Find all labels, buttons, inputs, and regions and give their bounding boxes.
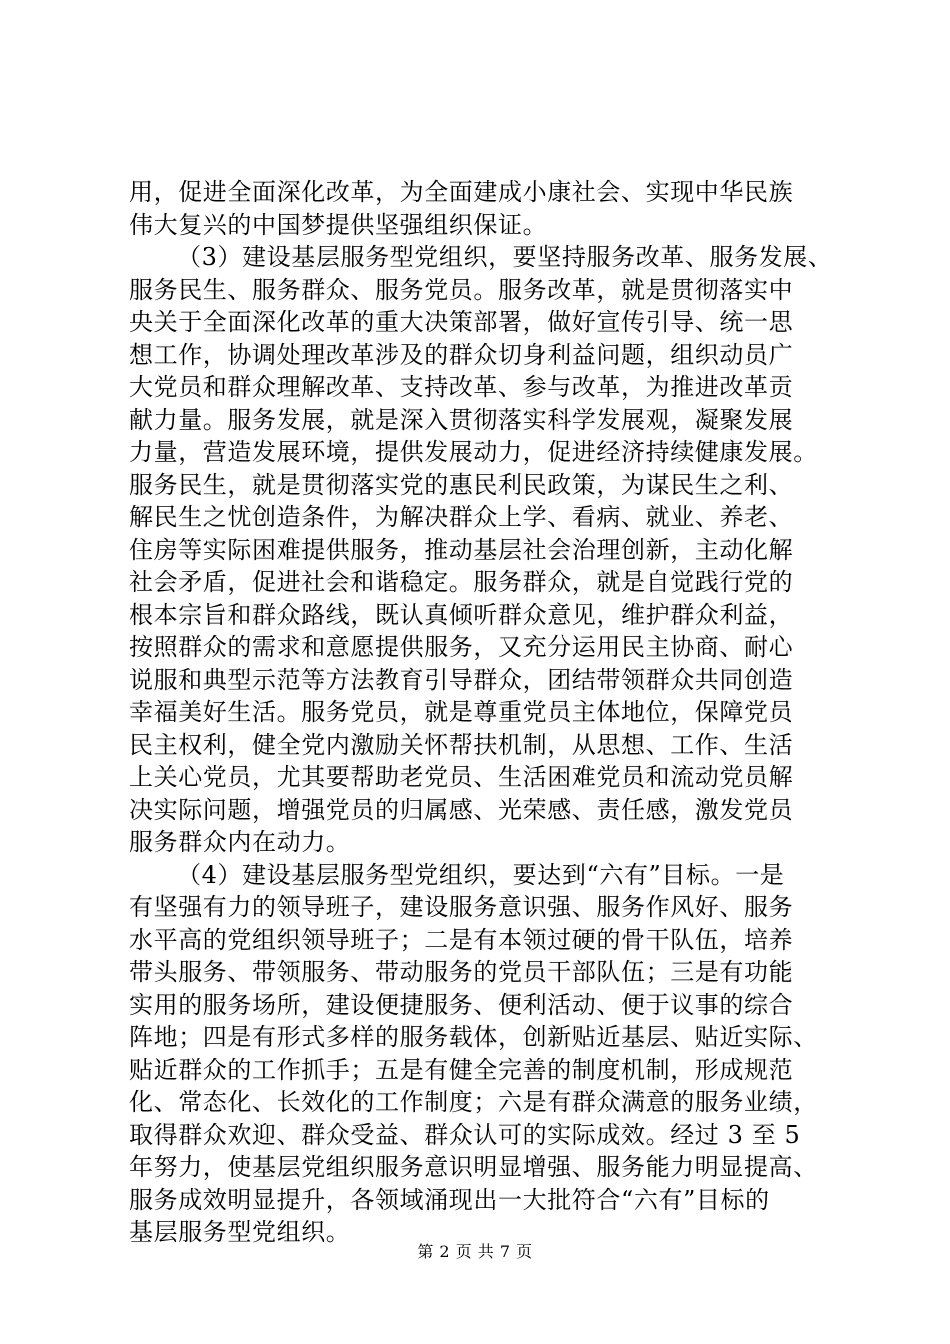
text-line: 力量，营造发展环境，提供发展动力，促进经济持续健康发展。 bbox=[129, 438, 818, 466]
text-line: 上关心党员，尤其要帮助老党员、生活困难党员和流动党员解 bbox=[129, 763, 794, 791]
text-line: 社会矛盾，促进社会和谐稳定。服务群众，就是自觉践行党的 bbox=[129, 568, 794, 596]
text-line: 说服和典型示范等方法教育引导群众，团结带领群众共同创造 bbox=[129, 665, 794, 694]
text-line: 服务民生，就是贯彻落实党的惠民利民政策，为谋民生之利、 bbox=[129, 470, 794, 499]
text-line: 有坚强有力的领导班子，建设服务意识强、服务作风好、服务 bbox=[129, 893, 794, 921]
text-line: 幸福美好生活。服务党员，就是尊重党员主体地位，保障党员 bbox=[129, 698, 794, 726]
text-line: 用，促进全面深化改革，为全面建成小康社会、实现中华民族 bbox=[129, 178, 794, 206]
text-line: 解民生之忧创造条件，为解决群众上学、看病、就业、养老、 bbox=[129, 503, 794, 531]
text-line: 服务民生、服务群众、服务党员。服务改革，就是贯彻落实中 bbox=[129, 275, 794, 304]
text-line: 服务群众内在动力。 bbox=[129, 828, 351, 856]
text-line: 取得群众欢迎、群众受益、群众认可的实际成效。经过 3 至 5 bbox=[129, 1120, 801, 1149]
text-line: 服务成效明显提升，各领域涌现出一大批符合“六有”目标的 bbox=[129, 1185, 770, 1214]
text-line: 带头服务、带领服务、带动服务的党员干部队伍；三是有功能 bbox=[129, 958, 794, 986]
text-line: 阵地；四是有形式多样的服务载体，创新贴近基层、贴近实际、 bbox=[129, 1023, 818, 1051]
text-line: 央关于全面深化改革的重大决策部署，做好宣传引导、统一思 bbox=[129, 308, 794, 336]
text-line: 化、常态化、长效化的工作制度；六是有群众满意的服务业绩， bbox=[129, 1088, 818, 1116]
text-line: 年努力，使基层党组织服务意识明显增强、服务能力明显提高、 bbox=[129, 1153, 818, 1181]
text-line: 贴近群众的工作抓手；五是有健全完善的制度机制，形成规范 bbox=[129, 1055, 794, 1084]
text-line: 想工作，协调处理改革涉及的群众切身利益问题，组织动员广 bbox=[129, 340, 794, 369]
text-line: 水平高的党组织领导班子；二是有本领过硬的骨干队伍，培养 bbox=[129, 925, 794, 954]
text-line: 按照群众的需求和意愿提供服务，又充分运用民主协商、耐心 bbox=[129, 633, 794, 661]
body-text bbox=[129, 176, 844, 1249]
text-line: 实用的服务场所，建设便捷服务、便利活动、便于议事的综合 bbox=[129, 990, 794, 1019]
text-line: 献力量。服务发展，就是深入贯彻落实科学发展观，凝聚发展 bbox=[129, 405, 794, 434]
paragraph-start-line: （3）建设基层服务型党组织，要坚持服务改革、服务发展、 bbox=[177, 243, 833, 271]
text-line: 住房等实际困难提供服务，推动基层社会治理创新，主动化解 bbox=[129, 535, 794, 564]
text-line: 决实际问题，增强党员的归属感、光荣感、责任感，激发党员 bbox=[129, 795, 794, 824]
paragraph-start-line: （4）建设基层服务型党组织，要达到“六有”目标。一是 bbox=[177, 860, 785, 889]
text-line: 伟大复兴的中国梦提供坚强组织保证。 bbox=[129, 210, 548, 239]
text-line: 大党员和群众理解改革、支持改革、参与改革，为推进改革贡 bbox=[129, 373, 794, 401]
text-line: 民主权利，健全党内激励关怀帮扶机制，从思想、工作、生活 bbox=[129, 730, 794, 759]
text-line: 根本宗旨和群众路线，既认真倾听群众意见，维护群众利益， bbox=[129, 600, 794, 629]
text-line: 基层服务型党组织。 bbox=[129, 1218, 351, 1246]
page-footer: 第 2 页 共 7 页 bbox=[417, 1242, 533, 1261]
